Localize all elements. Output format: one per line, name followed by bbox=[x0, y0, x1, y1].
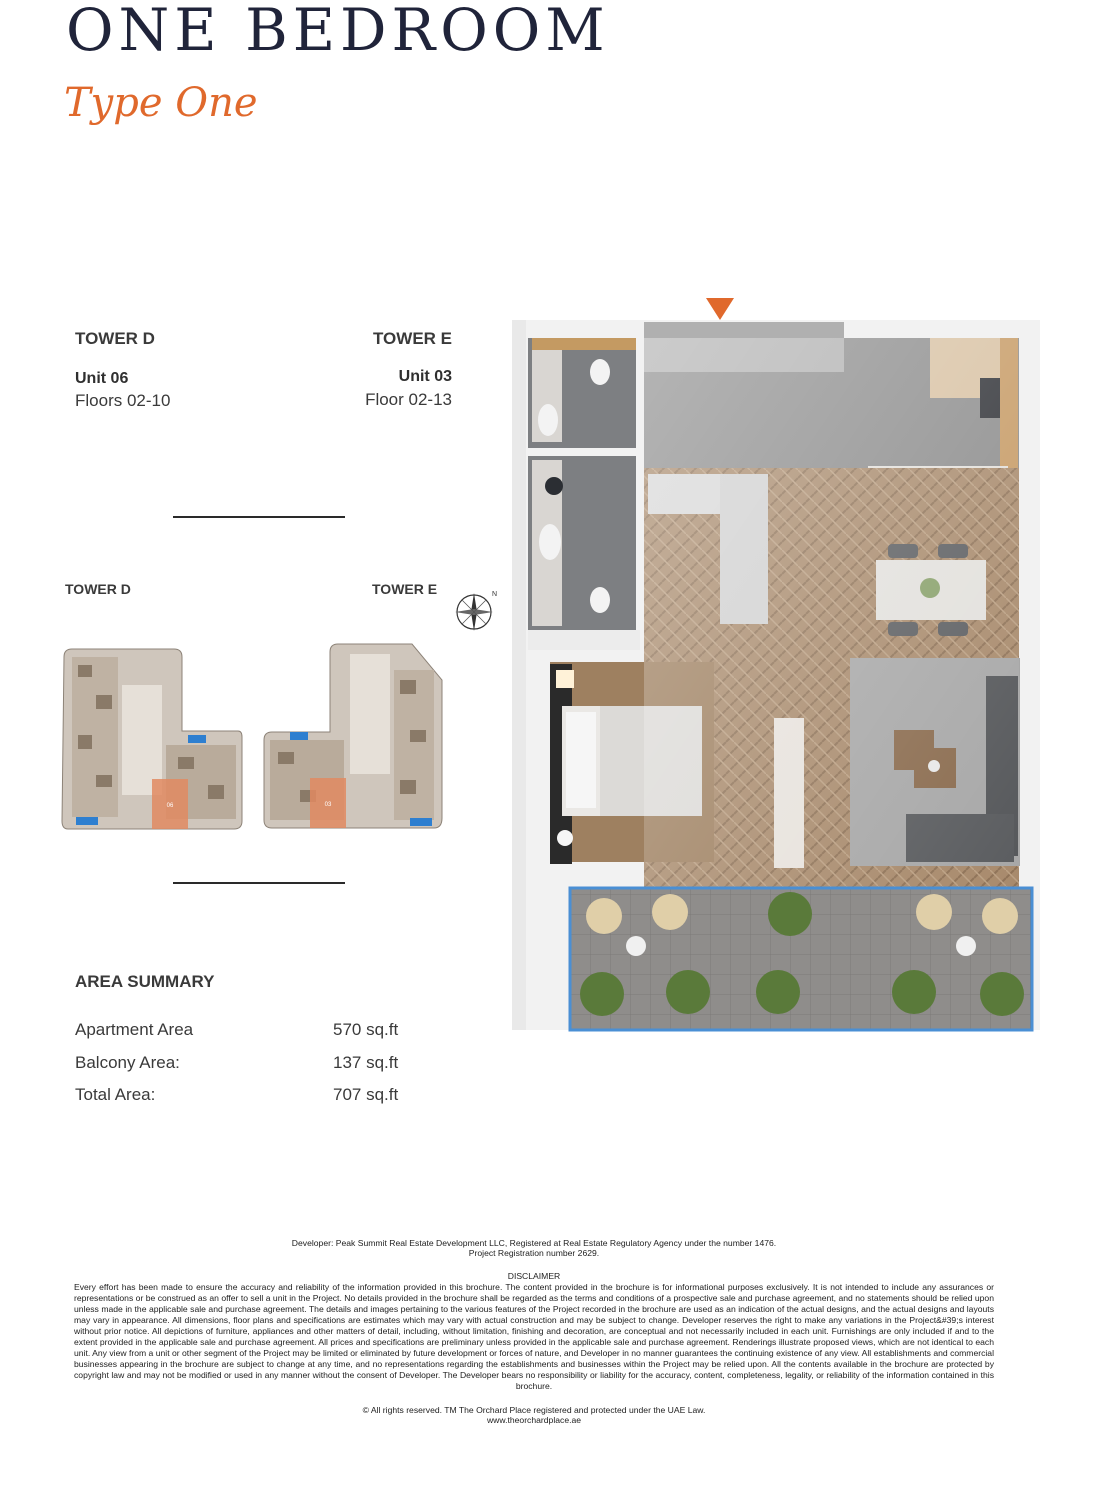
tower-e-unit-marker: 03 bbox=[324, 802, 332, 808]
website-link[interactable]: www.theorchardplace.ae bbox=[486, 1415, 582, 1425]
area-summary-title: AREA SUMMARY bbox=[75, 972, 215, 991]
tower-d-heading: TOWER D bbox=[75, 329, 155, 348]
developer-line-2: Project Registration number 2629. bbox=[468, 1248, 600, 1258]
balcony-area-value: 137 sq.ft bbox=[333, 1053, 399, 1072]
tower-d-keyplan bbox=[58, 645, 244, 833]
apartment-area-value: 570 sq.ft bbox=[333, 1020, 399, 1039]
tower-e-unit: Unit 03 bbox=[398, 368, 452, 385]
tower-e-heading: TOWER E bbox=[372, 329, 452, 348]
page-subtitle: Type One bbox=[64, 80, 258, 126]
apartment-area-label: Apartment Area bbox=[75, 1020, 194, 1039]
tower-e-keyplan bbox=[260, 640, 446, 832]
tower-e-floors: Floor 02-13 bbox=[365, 390, 452, 409]
tower-d-floors: Floors 02-10 bbox=[75, 391, 171, 410]
disclaimer-text: Every effort has been made to ensure the accuracy and reliability of the information provided in this brochure. The content provided in the brochure is for informational purposes exclusively. It is not intended to include any assurances or representations or be construed as an offer to sell a unit in the Project. No details provided in the brochure shall be regarded as the terms and conditions of a prospective sale and purchase agreement, and no statements should be relied upon unless made in the applicable sale and purchase agreement. The details and images pertaining to the various features of the Project recorded in the brochure are used as an indication of the actual designs, and the actual designs and layouts may vary in appearance. All dimensions, floor plans and specifications are estimates which may vary with actual construction and may be subject to change. Developer reserves the right to make any variations in the Project&#39;s interest without prior notice. All depictions of furniture, appliances and other matters of detail, including, without limitation, finishing and decoration, are conceptual and not necessarily included in each unit. Furnishings are only included if and to the extent provided in the applicable sale and purchase agreement. All prices and specifications are preliminary unless provided in the applicable sale and purchase agreement. Renderings illustrate proposed views, which are not identical to each unit. Any view from a unit or other segment of the Project may be limited or eliminated by future development or forces of nature, and Developer in no manner guarantees the continuing existence of any view. All establishments and commercial businesses appearing in the brochure are subject to change at any time, and no representations regarding the establishments and businesses within the Project may be relied upon. All the contents available in the brochure are protected by copyright law and may not be modified or used in any manner without the consent of Developer. The Developer bears no responsibility or liability for the accuracy, content, completeness, legality, or reliability of the information contained in this brochure. bbox=[74, 1282, 994, 1391]
floor-plan-image bbox=[510, 294, 1045, 1036]
disclaimer-title: DISCLAIMER bbox=[507, 1271, 561, 1281]
compass-north-label: N bbox=[492, 591, 498, 598]
entrance-arrow-icon bbox=[706, 298, 734, 320]
divider-bottom bbox=[173, 882, 345, 884]
tower-d-unit: Unit 06 bbox=[75, 370, 129, 387]
keyplan-tower-e-label: TOWER E bbox=[372, 581, 438, 597]
page-title: ONE BEDROOM bbox=[66, 0, 610, 64]
tower-d-unit-marker: 06 bbox=[166, 803, 174, 809]
developer-line-1: Developer: Peak Summit Real Estate Development LLC, Registered at Real Estate Regulatory Agency under the number 1476. bbox=[291, 1238, 777, 1248]
keyplan-tower-d-label: TOWER D bbox=[65, 581, 131, 597]
total-area-label: Total Area: bbox=[75, 1085, 156, 1104]
balcony-area-label: Balcony Area: bbox=[75, 1053, 180, 1072]
divider-top bbox=[173, 516, 345, 518]
compass-icon bbox=[452, 588, 500, 636]
rights-text: © All rights reserved. TM The Orchard Place registered and protected under the UAE Law. bbox=[362, 1405, 706, 1415]
total-area-value: 707 sq.ft bbox=[333, 1085, 399, 1104]
